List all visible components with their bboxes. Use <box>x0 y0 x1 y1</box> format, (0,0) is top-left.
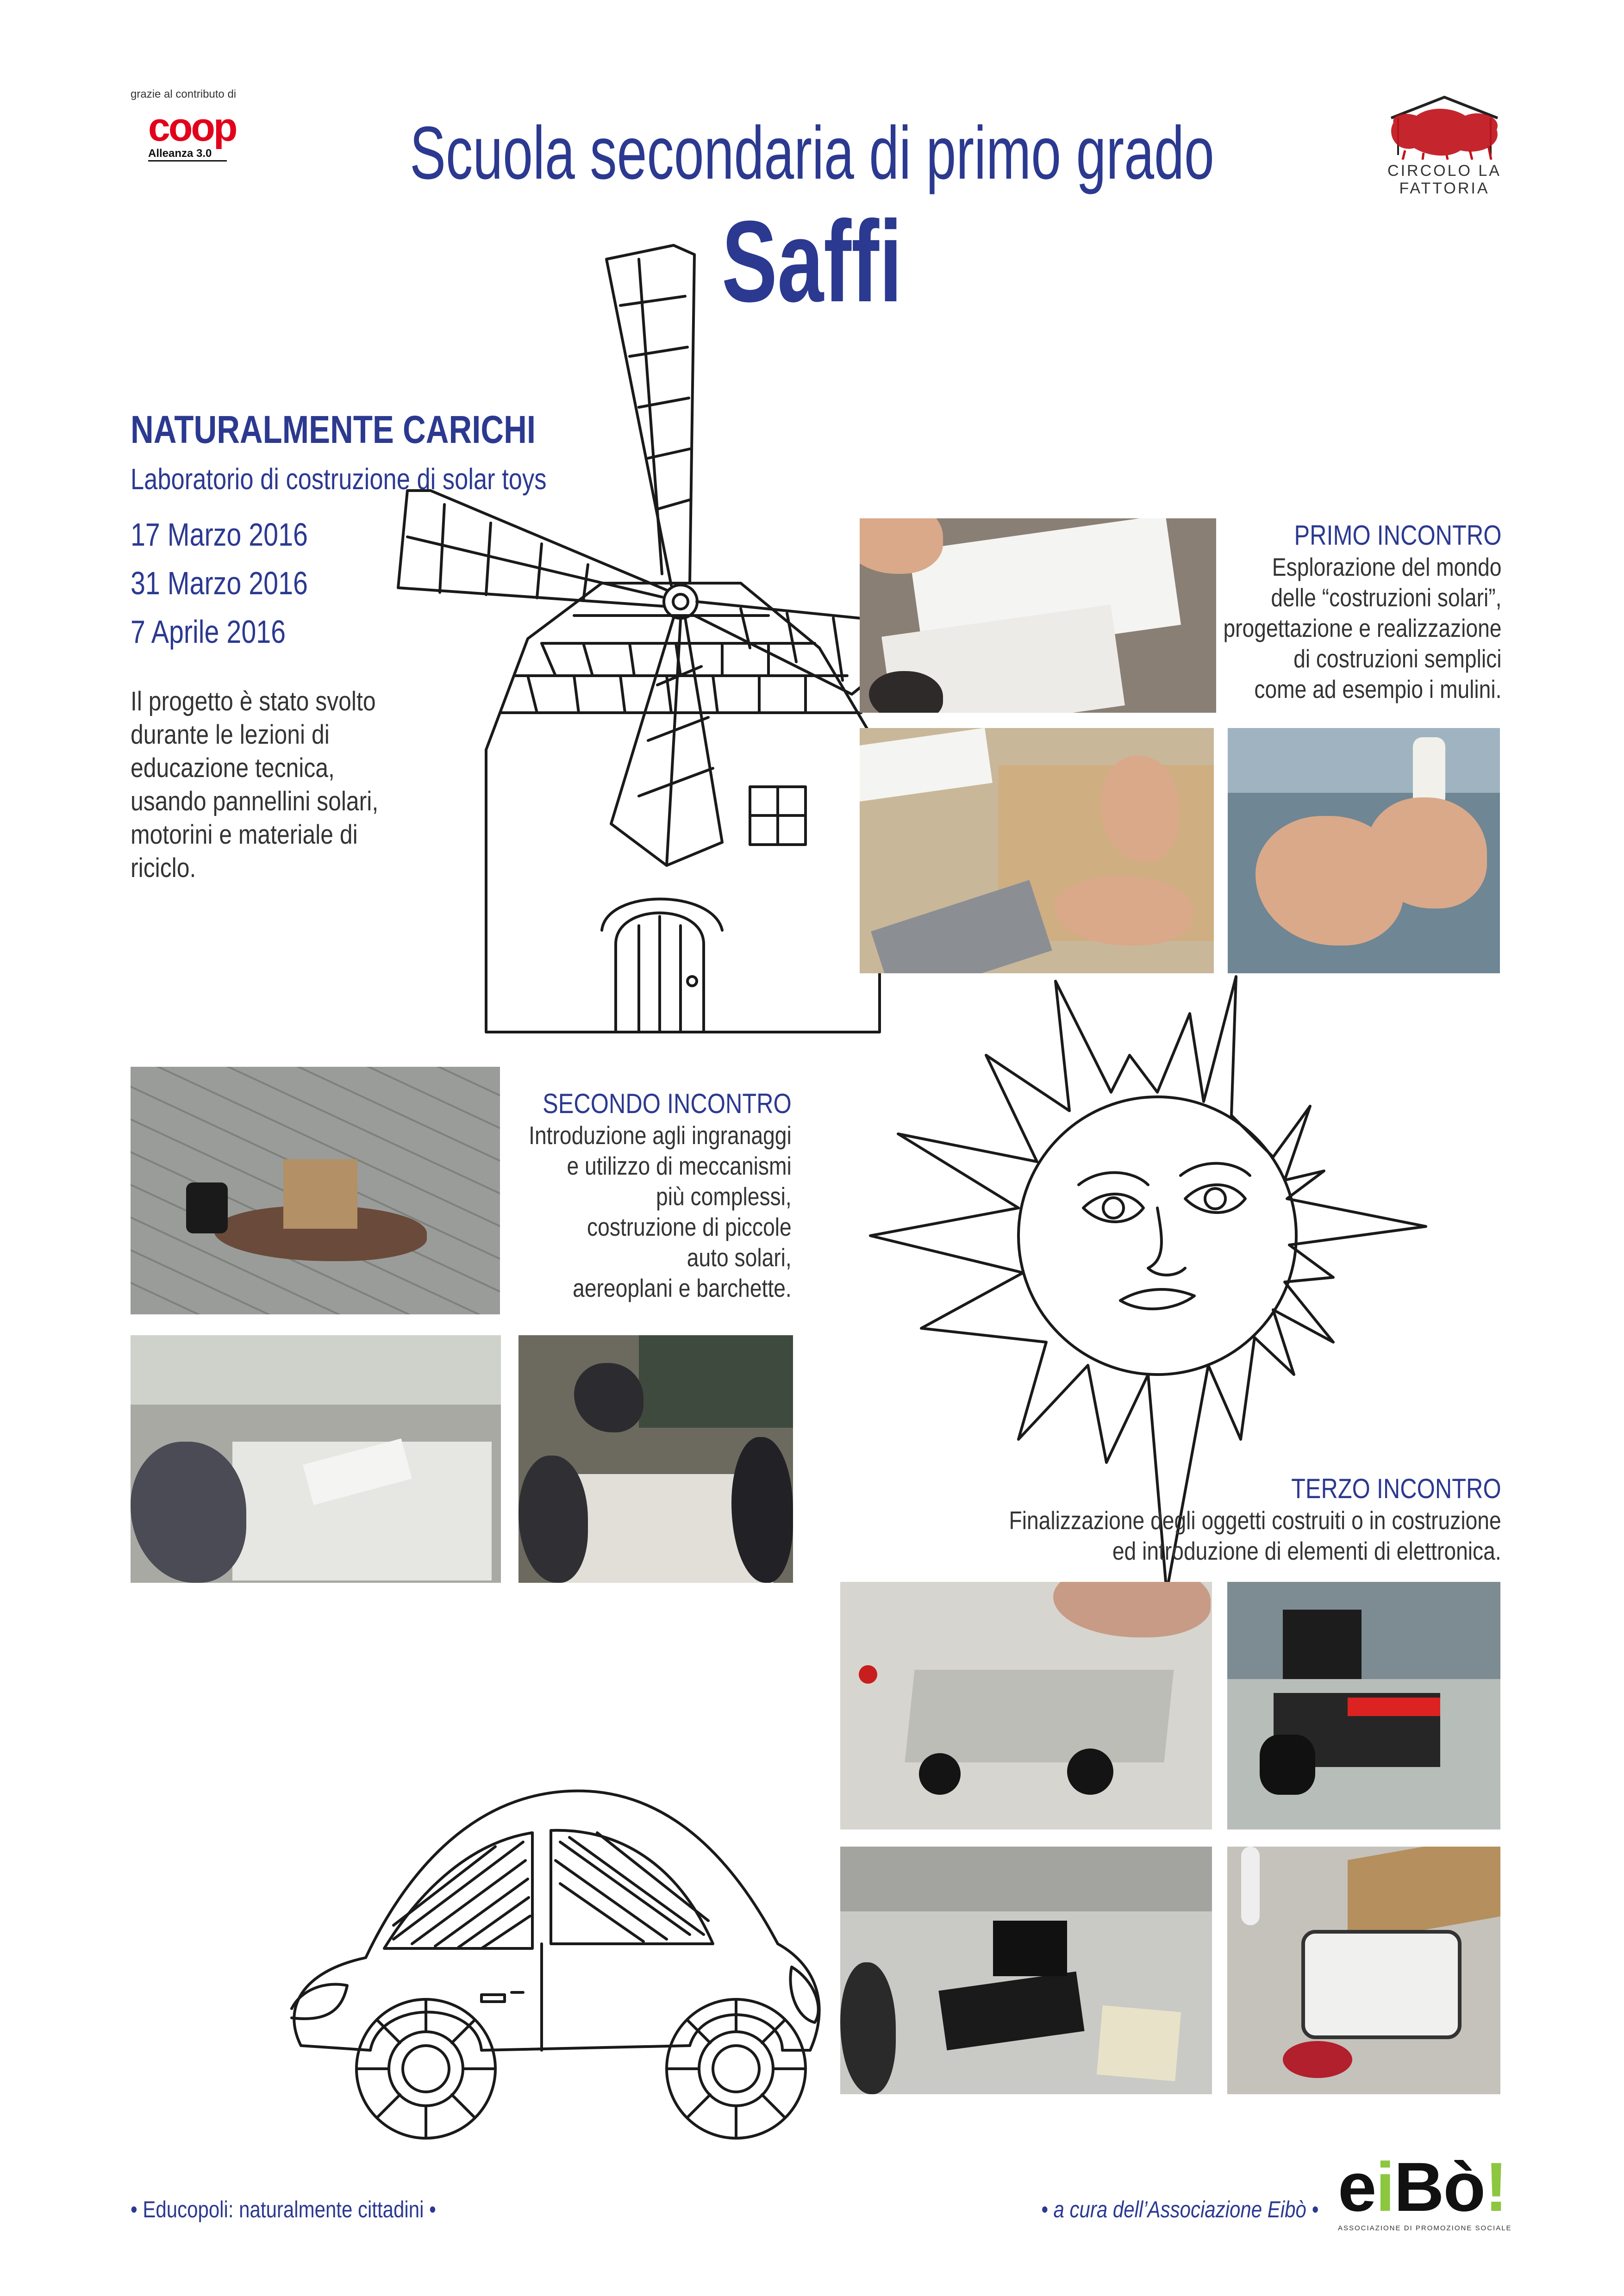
date-3: 7 Aprile 2016 <box>131 614 286 650</box>
photo-primo-assembly <box>1228 728 1500 973</box>
circolo-la-fattoria-logo <box>1382 90 1507 201</box>
car-drawing <box>273 1749 838 2143</box>
section-primo-incontro <box>1223 519 1501 704</box>
section-terzo-incontro <box>1009 1473 1501 1566</box>
farmhouse-tree-icon <box>1382 90 1507 160</box>
section-secondo-line: aereoplani e barchette. <box>573 1274 792 1302</box>
section-primo-line: di costruzioni semplici <box>1293 644 1501 673</box>
photo-secondo-classroom <box>131 1335 501 1583</box>
section-terzo-line: Finalizzazione degli oggetti costruiti o in costruzione <box>1009 1506 1501 1535</box>
circolo-logo-line2: FATTORIA <box>1399 180 1490 197</box>
project-subtitle: Laboratorio di costruzione di solar toys <box>131 462 547 496</box>
sponsor-caption: grazie al contributo di <box>131 88 237 100</box>
photo-secondo-group <box>518 1335 793 1583</box>
footer-right-text: • a cura dell’Associazione Eibò • <box>1041 2196 1318 2222</box>
page-title: Scuola secondaria di primo grado <box>410 111 1214 195</box>
intro-text <box>131 685 385 885</box>
photo-secondo-solar-toy <box>131 1067 500 1314</box>
section-secondo-line: Introduzione agli ingranaggi <box>529 1121 792 1150</box>
section-primo-heading: PRIMO INCONTRO <box>1294 520 1501 551</box>
eibo-logo-word <box>1338 2148 1507 2226</box>
date-2: 31 Marzo 2016 <box>131 565 308 601</box>
section-primo-line: come ad esempio i mulini. <box>1254 675 1501 703</box>
windmill-drawing <box>389 250 898 1037</box>
section-secondo-line: più complessi, <box>656 1182 792 1211</box>
photo-terzo-wheels <box>1227 1847 1500 2094</box>
section-secondo-line: e utilizzo di meccanismi <box>567 1151 792 1180</box>
photo-primo-drawings <box>860 518 1216 713</box>
section-terzo-line: ed introduzione di elementi di elettronica. <box>1112 1537 1501 1565</box>
section-secondo-line: auto solari, <box>687 1243 792 1272</box>
eibo-logo-bo: Bò <box>1394 2148 1485 2226</box>
photo-terzo-wiring <box>840 1847 1212 2094</box>
section-secondo-line: costruzione di piccole <box>587 1213 792 1241</box>
photo-primo-sketching <box>860 728 1214 973</box>
project-title: NATURALMENTE CARICHI <box>131 408 536 451</box>
eibo-logo-i: i <box>1375 2148 1394 2226</box>
intro-text-line: educazione tecnica, <box>131 753 335 783</box>
intro-text-line: motorini e materiale di <box>131 820 358 850</box>
eibo-logo-e: e <box>1338 2148 1376 2226</box>
photo-terzo-box-car <box>840 1582 1212 1829</box>
coop-logo-word: coop <box>148 105 236 149</box>
intro-text-line: durante le lezioni di <box>131 720 330 750</box>
section-secondo-heading: SECONDO INCONTRO <box>543 1088 792 1119</box>
section-terzo-heading: TERZO INCONTRO <box>1291 1473 1501 1504</box>
date-1: 17 Marzo 2016 <box>131 516 308 553</box>
section-primo-line: progettazione e realizzazione <box>1223 614 1501 642</box>
eibo-logo <box>1338 2148 1512 2240</box>
footer-left-text: • Educopoli: naturalmente cittadini • <box>131 2196 436 2222</box>
section-primo-line: delle “costruzioni solari”, <box>1270 583 1501 612</box>
eibo-logo-sub: ASSOCIAZIONE DI PROMOZIONE SOCIALE <box>1338 2224 1512 2232</box>
circolo-logo-line1: CIRCOLO LA <box>1387 162 1501 180</box>
school-name: Saffi <box>721 197 903 326</box>
eibo-logo-excl: ! <box>1485 2148 1507 2226</box>
section-secondo-incontro <box>529 1088 792 1303</box>
intro-text-line: riciclo. <box>131 853 196 883</box>
section-primo-line: Esplorazione del mondo <box>1272 553 1501 581</box>
intro-text-line: usando pannellini solari, <box>131 786 379 816</box>
photo-terzo-electronics-car <box>1227 1582 1500 1829</box>
coop-logo-sub: Alleanza 3.0 <box>148 147 227 162</box>
intro-text-line: Il progetto è stato svolto <box>131 686 376 716</box>
